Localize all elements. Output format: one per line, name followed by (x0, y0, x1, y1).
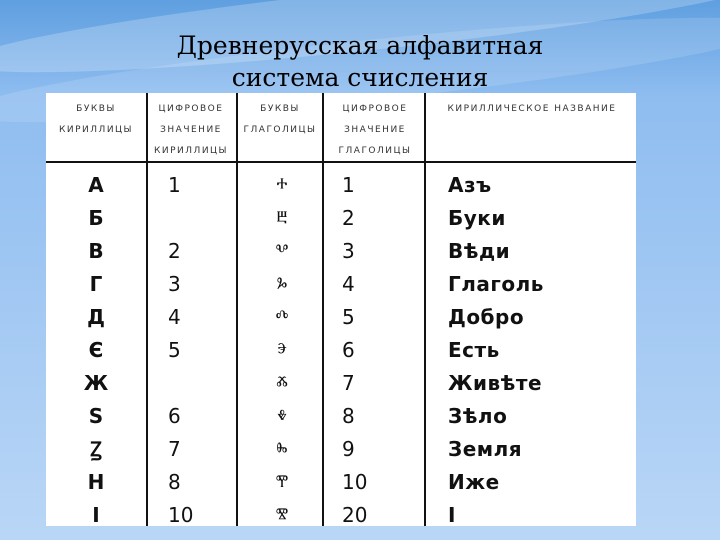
glagolitic-value: 8 (342, 404, 355, 428)
cyrillic-letter: Ꙁ (90, 437, 102, 461)
glagolitic-letter: ⰱ (276, 206, 288, 230)
glagolitic-value: 3 (342, 239, 355, 263)
cyrillic-value: 5 (168, 338, 181, 362)
glagolitic-value: 5 (342, 305, 355, 329)
table-row (46, 334, 636, 367)
cyrillic-name: І (448, 503, 456, 526)
glagolitic-value: 6 (342, 338, 355, 362)
table-row (46, 169, 636, 202)
glagolitic-letter: ⰷ (277, 404, 287, 428)
cyrillic-value (168, 367, 228, 400)
cyrillic-name: Земля (448, 437, 523, 461)
title-line-2: система счисления (231, 63, 489, 92)
cyrillic-value: 8 (168, 470, 181, 494)
cyrillic-value (168, 202, 228, 235)
glagolitic-value: 20 (342, 503, 368, 526)
header-divider (46, 161, 636, 163)
glagolitic-letter: ⰴ (275, 305, 289, 329)
cyrillic-letter: Г (89, 272, 103, 296)
cyrillic-value: 7 (168, 437, 181, 461)
cyrillic-value: 6 (168, 404, 181, 428)
glagolitic-letter: ⰳ (276, 272, 288, 296)
cyrillic-letter: І (92, 503, 100, 526)
cyrillic-name: Иже (448, 470, 500, 494)
cyrillic-value: 1 (168, 173, 181, 197)
cyrillic-name: Азъ (448, 173, 492, 197)
glagolitic-letter: ⰶ (276, 371, 288, 395)
cyrillic-value: 2 (168, 239, 181, 263)
cyrillic-name: Живѣте (448, 371, 543, 395)
table-row (46, 367, 636, 400)
glagolitic-value: 10 (342, 470, 368, 494)
table-row (46, 499, 636, 526)
glagolitic-value: 1 (342, 173, 355, 197)
cyrillic-letter: Д (87, 305, 105, 329)
glagolitic-letter: ⰹ (275, 470, 289, 494)
table-row (46, 466, 636, 499)
glagolitic-value: 4 (342, 272, 355, 296)
table-row (46, 202, 636, 235)
glagolitic-value: 7 (342, 371, 355, 395)
cyrillic-letter: А (88, 173, 104, 197)
cyrillic-name: Есть (448, 338, 500, 362)
glagolitic-letter: ⰲ (275, 239, 289, 263)
cyrillic-letter: В (88, 239, 104, 263)
glagolitic-letter: ⰵ (277, 338, 287, 362)
cyrillic-name: Вѣди (448, 239, 511, 263)
glagolitic-letter: ⰸ (276, 437, 288, 461)
table-row (46, 268, 636, 301)
cyrillic-name: Добро (448, 305, 525, 329)
cyrillic-letter: Ѕ (88, 404, 104, 428)
cyrillic-value: 4 (168, 305, 181, 329)
header-glagolitic-value: ЦИФРОВОЕ ЗНАЧЕНИЕ ГЛАГОЛИЦЫ (338, 104, 412, 156)
table-row (46, 400, 636, 433)
cyrillic-value: 3 (168, 272, 181, 296)
cyrillic-letter: Б (88, 206, 104, 230)
numeral-table (46, 93, 636, 526)
table-row (46, 301, 636, 334)
table-row (46, 235, 636, 268)
cyrillic-letter: Є (88, 338, 104, 362)
cyrillic-letter: Ж (83, 371, 109, 395)
cyrillic-name: Зѣло (448, 404, 508, 428)
title-line-1: Древнерусская алфавитная (176, 31, 544, 60)
header-cyrillic-value: ЦИФРОВОЕ ЗНАЧЕНИЕ КИРИЛЛИЦЫ (154, 104, 228, 156)
cyrillic-name: Глаголь (448, 272, 544, 296)
glagolitic-letter: ⰰ (276, 173, 288, 197)
slide-title (0, 30, 720, 94)
cyrillic-value: 10 (168, 503, 194, 526)
cyrillic-letter: Н (87, 470, 105, 494)
header-glagolitic-letters: БУКВЫ ГЛАГОЛИЦЫ (243, 104, 317, 135)
header-cyrillic-name: КИРИЛЛИЧЕСКОЕ НАЗВАНИЕ (447, 104, 617, 114)
glagolitic-value: 2 (342, 206, 355, 230)
glagolitic-value: 9 (342, 437, 355, 461)
glagolitic-letter: ⰺ (275, 503, 289, 526)
table-row (46, 433, 636, 466)
cyrillic-name: Буки (448, 206, 506, 230)
header-cyrillic-letters: БУКВЫ КИРИЛЛИЦЫ (59, 104, 133, 135)
